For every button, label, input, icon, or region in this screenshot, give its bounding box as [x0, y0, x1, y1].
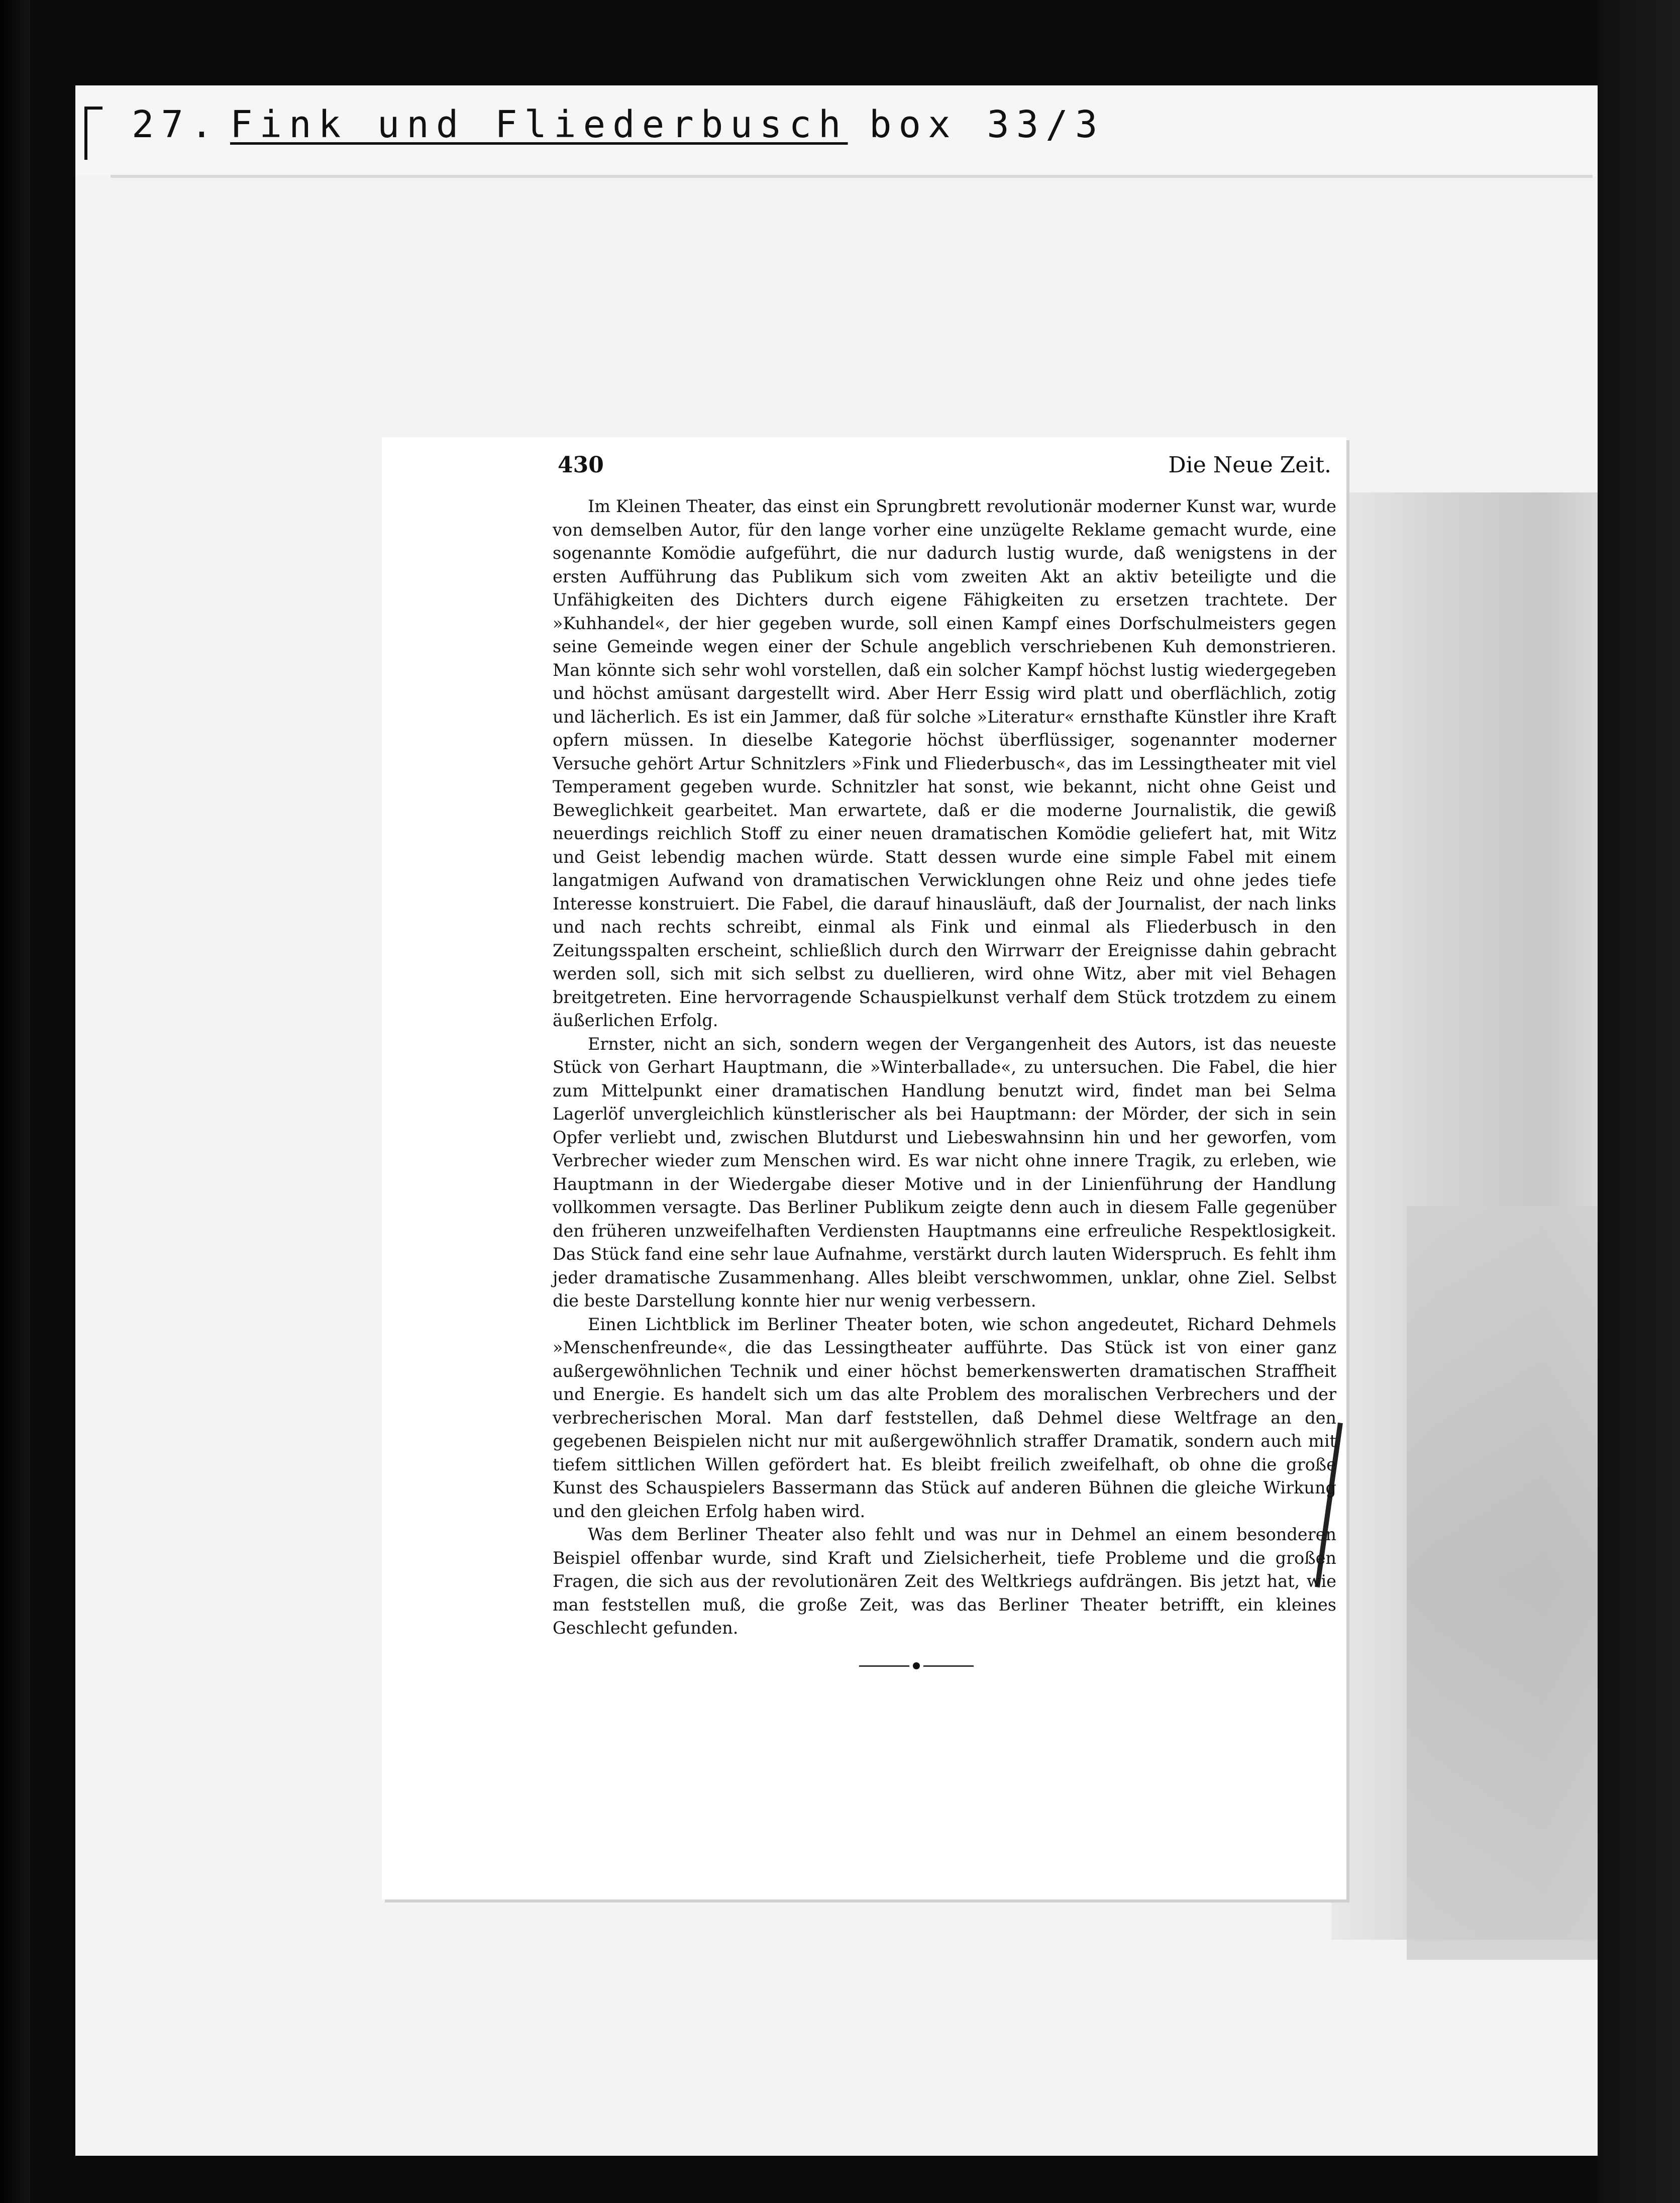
- paragraph: Einen Lichtblick im Berliner Theater boten, wie schon angedeutet, Richard Dehmels »Menschenfreunde«, die das Lessingtheater aufführte. Das Stück ist von einer ganz außergewöhnlichen Technik und einer höchst bemerkenswerten dramatischen Straffheit und Energie. Es handelt sich um das alte Problem des moralischen Verbrechers und der verbrecherischen Moral. Man darf feststellen, daß Dehmel diese Weltfrage an den gegebenen Beispielen nicht nur mit außergewöhnlich straffer Dramatik, sondern auch mit tiefem sittlichen Willen gefördert hat. Es bleibt freilich zweifelhaft, ob ohne die große Kunst des Schauspielers Bassermann das Stück auf anderen Bühnen die gleiche Wirkung und den gleichen Erfolg haben wird.: [553, 1314, 1336, 1521]
- film-edge-right: [1598, 0, 1680, 2203]
- box-label: box 33/3: [869, 103, 1105, 146]
- folder-title: Fink und Fliederbusch: [230, 103, 848, 146]
- ornament-line-left: [859, 1665, 909, 1667]
- film-edge-bottom: [75, 2156, 1598, 2203]
- page-number: 430: [558, 452, 604, 478]
- page-header: [558, 452, 1331, 487]
- film-edge-left: [0, 0, 30, 2203]
- paragraph: Was dem Berliner Theater also fehlt und was nur in Dehmel an einem besonderen Beispiel offenbar wurde, sind Kraft und Zielsicherheit, tiefe Probleme und die großen Fragen, die sich aus der revolutionären Zeit des Weltkriegs aufdrängen. Bis jetzt hat, wie man feststellen muß, die große Zeit, was das Berliner Theater betrifft, ein kleines Geschlecht gefunden.: [553, 1525, 1336, 1638]
- folder-number: 27.: [132, 103, 220, 146]
- paragraph: Im Kleinen Theater, das einst ein Sprungbrett revolutionär moderner Kunst war, wurde von demselben Autor, für den lange vorher eine unzügelte Reklame gemacht wurde, eine sogenannte Komödie aufgeführt, die nur dadurch lustig wurde, daß wenigstens in der ersten Aufführung das Publikum sich vom zweiten Akt an aktiv beteiligte und die Unfähigkeiten des Dichters durch eigene Fähigkeiten zu ersetzen trachtete. Der »Kuhhandel«, der hier gegeben wurde, soll einen Kampf eines Dorfschulmeisters gegen seine Gemeinde wegen einer der Schule angeblich verschriebenen Kuh demonstrieren. Man könnte sich sehr wohl vorstellen, daß ein solcher Kampf höchst lustig wiedergegeben und höchst amüsant dargestellt wird. Aber Herr Essig wird platt und oberflächlich, zotig und lächerlich. Es ist ein Jammer, daß für solche »Literatur« ernsthafte Künstler ihre Kraft opfern müssen. In dieselbe Kategorie höchst überflüssiger, sogenannter moderner Versuche gehört Artur Schnitzlers »Fink und Fliederbusch«, das im Lessingtheater mit viel Temperament gegeben wurde. Schnitzler hat sonst, wie bekannt, nicht ohne Geist und Beweglichkeit gearbeitet. Man erwartete, daß er die moderne Journalistik, die gewiß neuerdings reichlich Stoff zu einer neuen dramatischen Komödie geliefert hat, mit Witz und Geist lebendig machen würde. Statt dessen wurde eine simple Fabel mit einem langatmigen Aufwand von dramatischen Verwicklungen ohne Reiz und ohne jedes tiefe Interesse konstruiert. Die Fabel, die darauf hinausläuft, daß der Journalist, der nach links und nach rechts schreibt, einmal als Fink und einmal als Fliederbusch in den Zeitungsspalten erscheint, schließlich durch den Wirrwarr der Ereignisse dahin gebracht werden soll, sich mit sich selbst zu duellieren, wird ohne Witz, aber mit viel Behagen breitgetreten. Eine hervorragende Schauspielkunst verhalf dem Stück trotzdem zu einem äußerlichen Erfolg.: [553, 496, 1336, 1030]
- ornament-line-right: [923, 1665, 974, 1667]
- ornament-dot: [913, 1662, 920, 1669]
- journal-name: Die Neue Zeit.: [1168, 452, 1331, 478]
- article-body: [553, 495, 1336, 1640]
- end-ornament: [859, 1661, 975, 1671]
- paragraph: Ernster, nicht an sich, sondern wegen der Vergangenheit des Autors, ist das neueste Stück von Gerhart Hauptmann, die »Winterballade«, zu untersuchen. Die Fabel, die hier zum Mittelpunkt einer dramatischen Handlung benutzt wird, findet man bei Selma Lagerlöf unvergleichlich künstlerischer als bei Hauptmann: der Mörder, der sich in sein Opfer verliebt und, zwischen Blutdurst und Liebeswahnsinn hin und her geworfen, vom Verbrecher wieder zum Menschen wird. Es war nicht ohne innere Tragik, zu erleben, wie Hauptmann in der Wiedergabe dieser Motive und in der Linienführung der Handlung vollkommen versagte. Das Berliner Publikum zeigte denn auch in diesem Falle gegenüber den früheren unzweifelhaften Verdiensten Hauptmanns eine erfreuliche Respektlosigkeit. Das Stück fand eine sehr laue Aufnahme, verstärkt durch lauten Widerspruch. Es fehlt ihm jeder dramatische Zusammenhang. Alles bleibt verschwommen, unklar, ohne Ziel. Selbst die beste Darstellung konnte hier nur wenig verbessern.: [553, 1034, 1336, 1311]
- header-divider: [111, 175, 1593, 178]
- corner-bracket: [84, 107, 102, 160]
- card-shading-lower: [1407, 1206, 1598, 1960]
